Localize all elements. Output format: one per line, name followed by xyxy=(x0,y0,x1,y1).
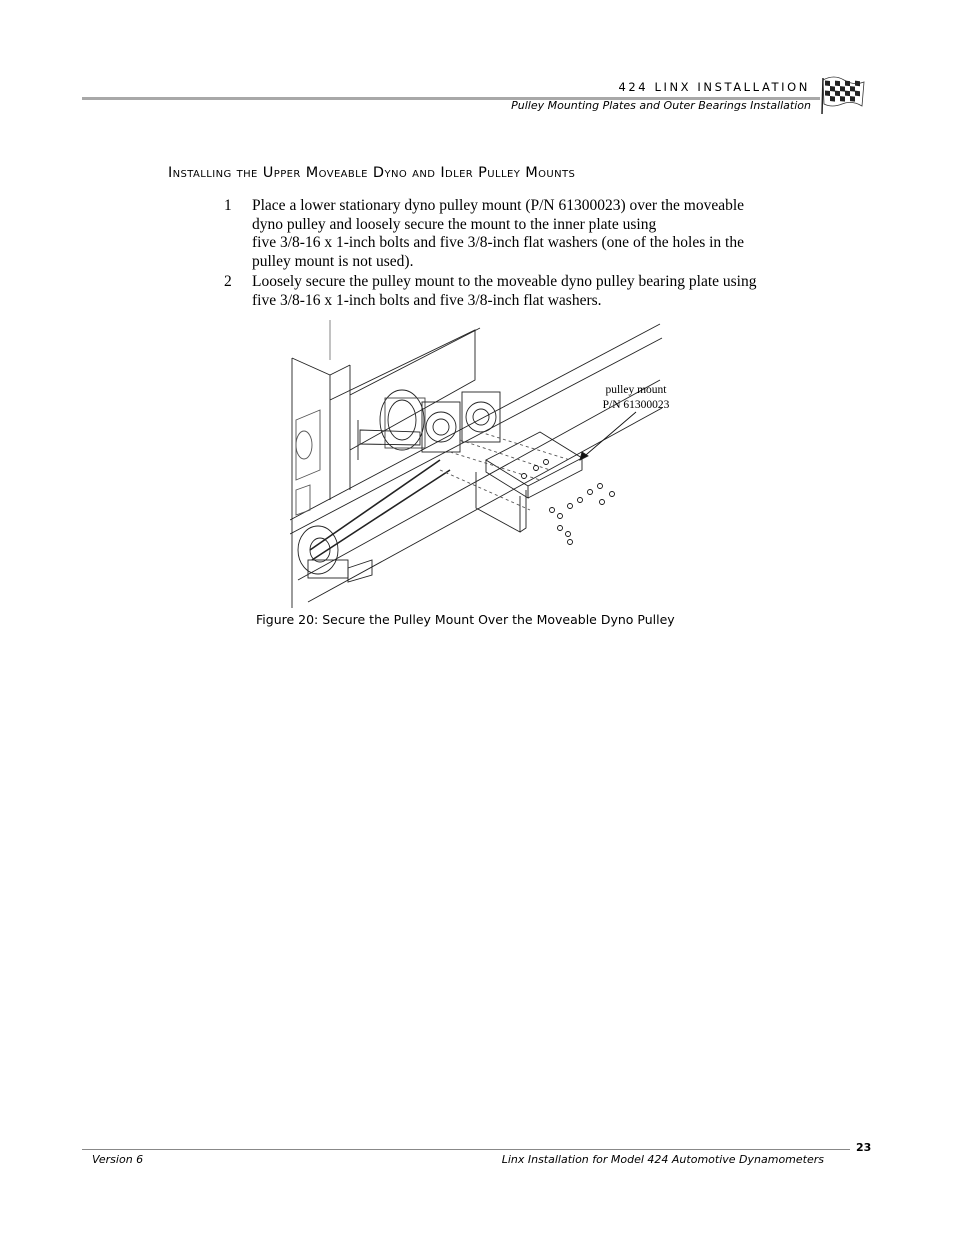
step-item xyxy=(224,197,820,271)
step-line: five 3/8-16 x 1-inch bolts and five 3/8-inch flat washers (one of the holes in the xyxy=(252,234,744,252)
checkered-flag-icon xyxy=(820,74,866,114)
footer-version: Version 6 xyxy=(92,1153,144,1166)
section-heading: Installing the Upper Moveable Dyno and Idler Pulley Mounts xyxy=(168,165,576,181)
running-header-subtitle: Pulley Mounting Plates and Outer Bearings Installation xyxy=(511,99,811,112)
step-line: Place a lower stationary dyno pulley mount (P/N 61300023) over the moveable xyxy=(252,197,745,214)
step-number: 1 xyxy=(224,197,232,214)
figure-caption: Figure 20: Secure the Pulley Mount Over the Moveable Dyno Pulley xyxy=(256,612,675,627)
pulley-mount-illustration xyxy=(290,320,670,608)
step-line: dyno pulley and loosely secure the mount to the inner plate using xyxy=(252,215,657,233)
footer-rule xyxy=(82,1149,850,1150)
step-line: five 3/8-16 x 1-inch bolts and five 3/8-inch flat washers. xyxy=(252,291,602,309)
callout-label-line1: pulley mount xyxy=(605,384,667,396)
step-line: pulley mount is not used). xyxy=(252,252,414,270)
footer-document-title: Linx Installation for Model 424 Automotive Dynamometers xyxy=(501,1153,824,1166)
step-item xyxy=(224,273,820,310)
instruction-steps xyxy=(224,197,820,313)
step-line: Loosely secure the pulley mount to the moveable dyno pulley bearing plate using xyxy=(252,273,757,291)
step-number: 2 xyxy=(224,273,232,291)
page-number: 23 xyxy=(856,1141,872,1154)
running-header-title: 424 LINX INSTALLATION xyxy=(618,80,810,94)
callout-label-line2: P/N 61300023 xyxy=(602,399,670,411)
